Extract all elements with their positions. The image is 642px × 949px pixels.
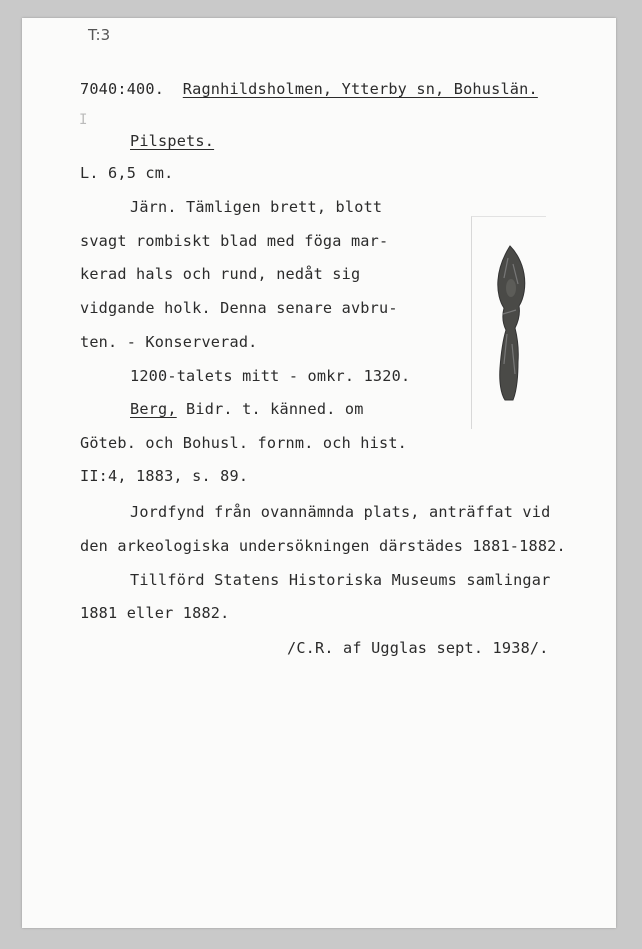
reference-author: Berg, <box>130 400 177 418</box>
description-line: ten. - Konserverad. <box>80 333 258 351</box>
description-line: kerad hals och rund, nedåt sig <box>80 265 361 283</box>
reference-line-3: II:4, 1883, s. 89. <box>80 467 249 485</box>
find-line: Jordfynd från ovannämnda plats, anträffat vid <box>130 503 551 521</box>
find-line: den arkeologiska undersökningen därstädes 1881-1882. <box>80 537 566 555</box>
description-line: svagt rombiskt blad med föga mar- <box>80 232 389 250</box>
acquisition-line: Tillförd Statens Historiska Museums samlingar <box>130 571 551 589</box>
find-place: Ragnhildsholmen, Ytterby sn, Bohuslän. <box>182 80 538 98</box>
acquisition-line: 1881 eller 1882. <box>80 604 230 622</box>
inventory-number: 7040:400. <box>80 80 165 98</box>
description-line: vidgande holk. Denna senare avbru- <box>80 299 398 317</box>
object-length: L. 6,5 cm. <box>80 164 174 182</box>
reference-line-2: Göteb. och Bohusl. fornm. och hist. <box>80 434 408 452</box>
faint-mark: I <box>79 112 88 128</box>
card-header <box>80 80 538 98</box>
signature: /C.R. af Ugglas sept. 1938/. <box>287 639 549 657</box>
object-title: Pilspets. <box>130 132 215 150</box>
reference-line-1 <box>130 400 364 418</box>
reference-text: Bidr. t. känned. om <box>176 400 364 418</box>
corner-mark: T:3 <box>88 26 111 44</box>
arrowhead-photo <box>491 244 531 404</box>
dating: 1200-talets mitt - omkr. 1320. <box>130 367 411 385</box>
description-line: Järn. Tämligen brett, blott <box>130 198 383 216</box>
